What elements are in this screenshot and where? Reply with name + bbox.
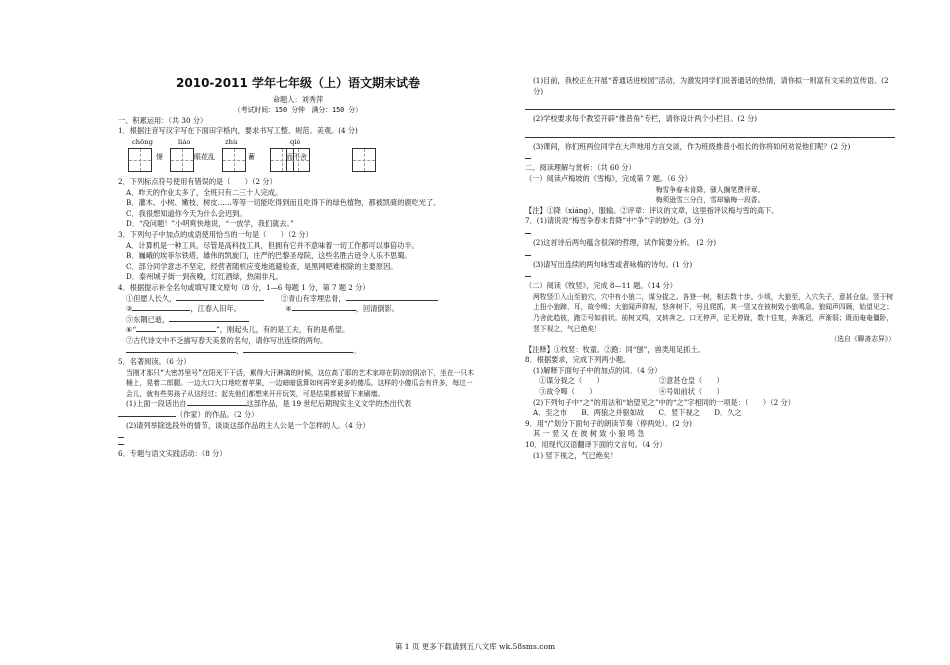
q4-blank-6[interactable] — [136, 331, 216, 332]
q7-sub-3: (3)请写出连续的两句咏雪或者咏梅的诗句。(1 分) — [533, 259, 693, 269]
answer-dash-3 — [525, 158, 531, 159]
word-part-3: 乱 — [208, 152, 215, 161]
answer-line-2[interactable] — [525, 127, 895, 138]
q6-sub-2: (2)学校要求每个教室开辟“推普角”专栏，请你设计两个小栏目。(2 分) — [533, 114, 758, 124]
q5-blank-2[interactable] — [118, 416, 176, 417]
pinyin-1: chōng — [132, 137, 154, 146]
q2-option-b: B．灌木、小树、嫩枝、树皮……等等一切能吃得到而且吃得下的绿色植物，都被凯骑的鹿吃光了。 — [126, 198, 441, 208]
section-1-heading: 一、积累运用：（共 30 分） — [118, 115, 208, 125]
writing-grid-2[interactable] — [170, 148, 194, 172]
word-part-2: 眼花 — [194, 152, 208, 161]
word-part-5: 而不舍 — [286, 152, 307, 161]
q4-item-5: ⑤东隅已逝， — [126, 314, 170, 324]
q6-sub-3: (3)课间，你们班两位同学在大声地用方言交谈，作为班级推普小组长的你将如何劝说他们呢？(2 分) — [533, 141, 851, 151]
q8-row-2 — [525, 387, 895, 398]
question-2: 2．下列标点符号使用有错误的是（ ）（2 分） — [118, 176, 277, 186]
q4-row-1 — [118, 294, 478, 305]
page-footer: 第 1 页 更多下载请到五八文库 wk.58sms.com — [394, 642, 556, 651]
passage-notes: 【注释】①牧竖：牧童。②跑：同“刨”，兽类用足抓土。 — [525, 344, 705, 354]
q6-sub-1: (1)目前，我校正在开展“普通话进校园”活动，为激发同学们说普通话的热情，请你拟一则富有文采的宣传语。(2 分) — [533, 76, 889, 96]
right-column — [525, 76, 895, 461]
pinyin-4: qiè — [290, 137, 301, 146]
q8-sub-2-options: A．至之市 B．两狼之并驱如故 C．竖下视之 D．久之 — [533, 408, 742, 418]
exam-title: 2010-2011 学年七年级（上）语文期末试卷 — [176, 76, 420, 90]
q5-sub-1-text-b: 这部作品，是 19 世纪后期现实主义文学的杰出代表 — [246, 399, 412, 409]
answer-dash-2 — [118, 444, 124, 445]
q8-item-4: ④号如前状（ ） — [659, 387, 724, 397]
question-9: 9．用“/”划分下面句子的朗读节奏（停两处）。(2 分) — [525, 418, 692, 428]
q4-item-6-tail: ”，刚起头儿，有的是工夫，有的是希望。 — [216, 325, 350, 335]
exam-info: （考试时间：150 分钟 满分：150 分） — [234, 106, 362, 115]
q4-blank-2[interactable] — [346, 300, 438, 301]
word-part-4: 蓄 — [248, 152, 255, 161]
writing-grid-1[interactable] — [128, 148, 152, 172]
answer-dash-6 — [525, 276, 531, 277]
q4-item-4: ④ — [285, 304, 292, 314]
poem-note: 【注】①降（xiáng），服输。②评章：评议的文章，这里指评议梅与雪的高下。 — [525, 205, 779, 215]
q2-option-c: C．我很想知道你今天为什么会迟到。 — [126, 208, 247, 218]
q5-sub-1-text-a: (1)上面一段话出自 — [126, 399, 187, 409]
q8-item-1: ①谋分捉之（ ） — [539, 376, 604, 386]
q5-sub-2: (2)请列举除选段外的情节，谈谈这部作品的主人公是一个怎样的人。（4 分） — [126, 420, 370, 430]
answer-dash-1 — [118, 437, 124, 438]
q5-passage: 当刚才那只“大密苏里号”在阳光下干活，累得大汗淋漓的时候，这位高了耶的艺术家却在阴凉的阴凉下，坐在一只木桶上，晃着二郎腿。一边大口大口地吃着苹果，一边暗暗盘算如何再宰更多的傻瓜。这样的小傻瓜会有许多，每过一会儿，就有些男孩子从这经过；起先他们都想来开开玩笑，可是结果都被留下来刷墙。 — [126, 368, 475, 398]
pinyin-3: zhù — [225, 137, 238, 146]
q8-sub-2: (2)下列句子中“之”的用法和“始望见之”中的“之”字相同的一项是：（ ）（2 分） — [533, 397, 795, 407]
section-2-heading: 二、阅读理解与赏析：（共 60 分） — [525, 163, 636, 173]
q5-sub-1 — [118, 399, 478, 410]
q4-item-6: ⑥“ — [126, 325, 137, 335]
q8-item-3: ③故令嗥（ ） — [539, 387, 597, 397]
question-7: 7．(1)请说说“梅雪争春未肯降”中“争”字的妙处。(3 分) — [525, 216, 704, 226]
question-10: 10．用现代汉语翻译下面的文言句。（4 分） — [525, 440, 667, 450]
poem-line-1: 梅雪争春未肯降，骚人搁笔费评章。 — [655, 185, 765, 194]
poem-line-2: 梅须逊雪三分白，雪却输梅一段香。 — [655, 196, 765, 205]
q4-item-2: ②青山有幸埋忠骨， — [280, 293, 346, 303]
q4-row-4 — [118, 325, 478, 336]
q4-row-2 — [118, 304, 478, 315]
reading-2-heading: （二）阅读《牧竖》，完成 8—11 题。（14 分） — [525, 281, 677, 291]
q10-sub-1: (1) 竖下视之，气已绝矣！ — [533, 450, 618, 460]
passage-source: （选自《聊斋志异》） — [830, 335, 895, 344]
q5-sub-1-text-c: （作家）的作品。（2 分） — [176, 410, 259, 420]
question-3: 3．下列句子中加点的成语使用恰当的一句是（ ）（2 分） — [118, 229, 313, 239]
writing-grid-3[interactable] — [222, 148, 246, 172]
reading-1-heading: （一）阅读卢梅坡的《雪梅》，完成第 7 题。（6 分） — [525, 173, 692, 183]
q3-option-a: A．计算机是一种工具，尽管是高科技工具，但拥有它并不意味着一切工作都可以事倍功半。 — [126, 240, 419, 250]
q4-blank-5[interactable] — [169, 321, 249, 322]
question-6: 6．专题与语文实践活动：（8 分） — [118, 449, 227, 459]
q4-blank-7b[interactable] — [243, 352, 353, 353]
q3-option-b: B．巍峨的埃菲尔铁塔，雄伟的凯旋门，庄严的巴黎圣母院，这些名胜古迹令人乐不思蜀。 — [126, 251, 412, 261]
q4-row-5: ， 。 — [118, 346, 478, 357]
q3-option-d: D．泰州城子街一到夜晚，灯红酒绿，热闹非凡。 — [126, 272, 283, 282]
question-8: 8．根据要求，完成下列两小题。 — [525, 355, 631, 365]
q4-blank-4[interactable] — [292, 310, 356, 311]
word-part-1: 憬 — [156, 152, 163, 161]
q4-item-4-tail: ，回清倒影。 — [355, 304, 399, 314]
q4-blank-1[interactable] — [176, 300, 264, 301]
question-5: 5．名著阅读。（6 分） — [118, 357, 191, 367]
writing-grid-6[interactable] — [352, 148, 376, 172]
pinyin-grid-row — [118, 137, 478, 177]
pinyin-2: liáo — [178, 137, 191, 146]
q8-row-1 — [525, 376, 895, 387]
answer-line-1[interactable] — [525, 99, 895, 110]
q4-row-3 — [118, 315, 478, 326]
q7-sub-2: (2)这首诗后两句蕴含很深的哲理，试作简要分析。 (2 分) — [533, 237, 717, 247]
q4-item-1: ①但愿人长久， — [126, 293, 177, 303]
q2-option-d: D．“没问题！”小明爽快地说，“一放学，我们就去。” — [126, 219, 294, 229]
q4-item-3-tail: ，江春入旧年。 — [190, 304, 241, 314]
classical-passage: 两牧竖①入山至狼穴，穴中有小狼二，谋分捉之。各登一树，相去数十步。少顷，大狼至，入穴失子，意甚仓皇。竖于树上扭小狼蹄、耳，故令嗥；大狼闻声仰视，怒奔树下，号且爬抓，其一竖又在彼树致小狼鸣急。狼闻声四顾，始望见之；乃舍此趋彼，跑②号如前状。前树又鸣，又转奔之。口无停声，足无停趾，数十往复，奔渐迟，声渐弱；既而奄奄僵卧，竖下视之，气已绝矣！ — [533, 292, 894, 333]
q4-item-7: ⑦古代诗文中不乏描写春天美景的名句，请你写出连续的两句。 — [126, 335, 328, 345]
author-line: 命题人：刘秀萍 — [272, 94, 324, 104]
q8-sub-1: (1)解释下面句子中的加点的词。（4 分） — [533, 365, 662, 375]
q5-blank-1[interactable] — [187, 405, 247, 406]
answer-dash-5 — [525, 255, 531, 256]
answer-dash-4 — [525, 233, 531, 234]
q3-option-c: C．部分同学意志不坚定，经营者随机应变地逃避检查，是黑网吧难根除的主要原因。 — [126, 261, 398, 271]
q9-sentence: 其 一 竖 又 在 彼 树 致 小 狼 鸣 急 — [533, 429, 645, 439]
q8-item-2: ②意甚仓皇（ ） — [659, 376, 724, 386]
q2-option-a: A．昨天的作业太多了，全班只有二三十人完成。 — [126, 187, 283, 197]
question-1: 1．根据注音写汉字写在下面田字格内，要求书写工整、规范、美观。(4 分) — [118, 126, 358, 136]
q4-item-3: ③ — [126, 304, 133, 314]
question-4: 4．根据提示补全名句或填写课文原句（8 分，1—6 每题 1 分，第 7 题 2 分） — [118, 282, 370, 292]
q4-blank-7a[interactable] — [126, 352, 236, 353]
q4-blank-3[interactable] — [132, 310, 190, 311]
left-column — [118, 70, 478, 460]
q5-sub-1-cont — [118, 410, 478, 421]
